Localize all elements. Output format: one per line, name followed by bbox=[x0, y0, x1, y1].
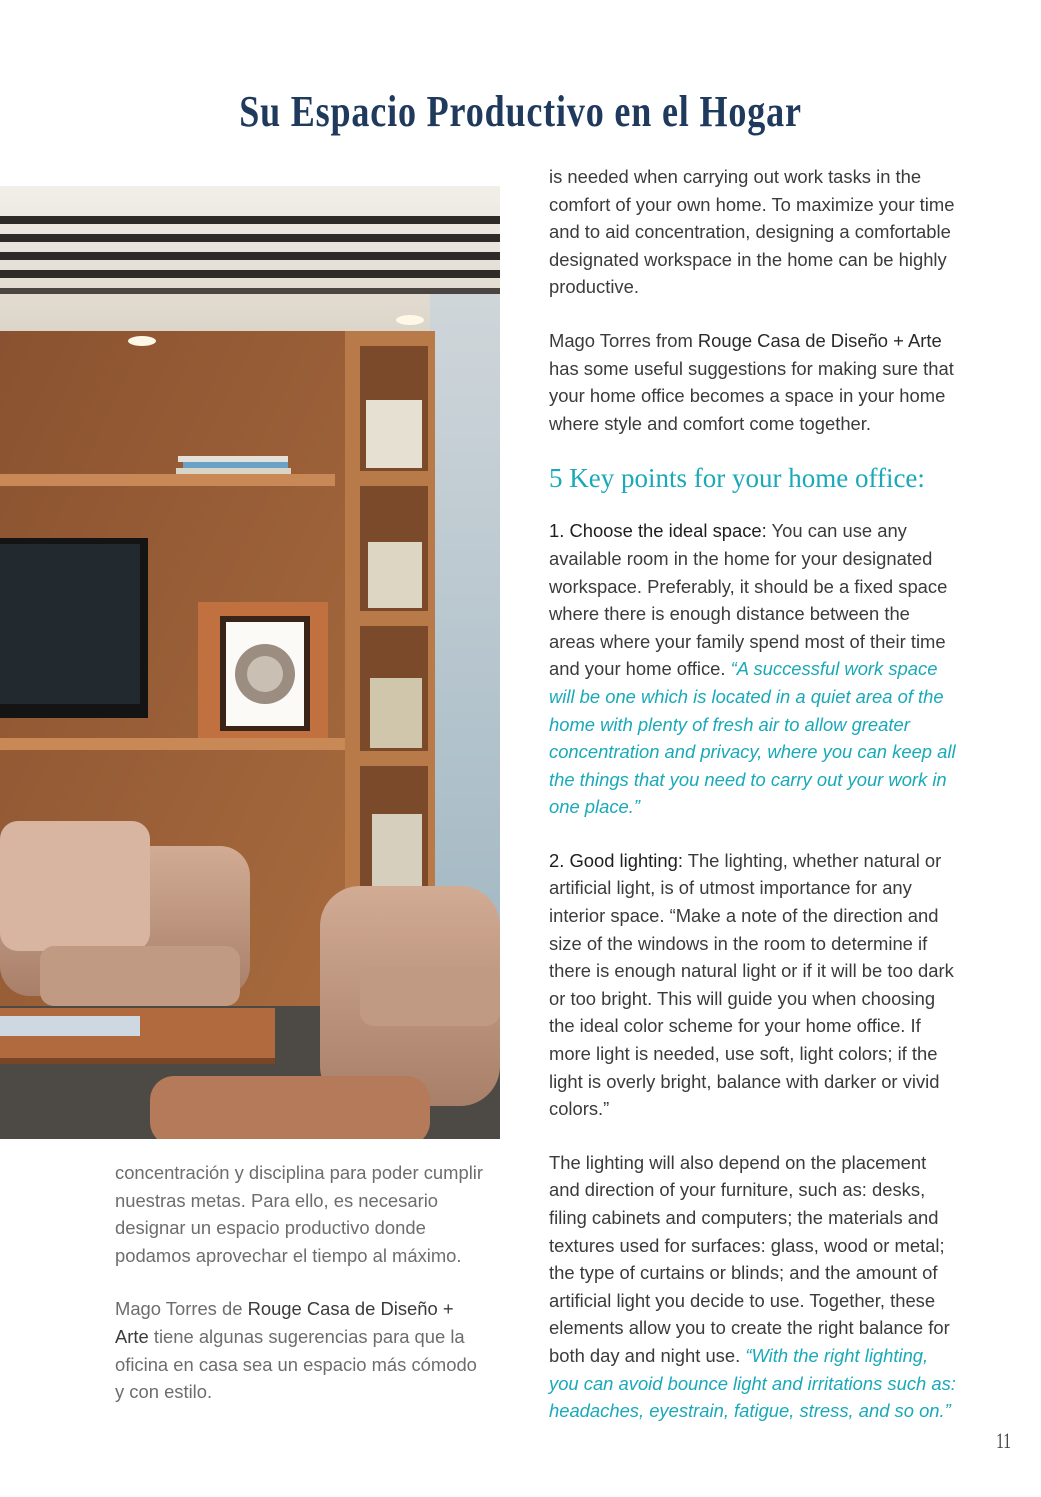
page-number: 11 bbox=[996, 1428, 1012, 1453]
lighting-text: The lighting will also depend on the placement and direction of your furniture, such as: desks, filing cabinets and computers; the materials and textures used for surfaces: glass, wood or metal; the type of curtains or blinds; and the amount of artificial light you decide to use. Together, these elements allow you to create the right balance for both day and night use. bbox=[549, 1151, 950, 1366]
key-points-heading: 5 Key points for your home office: bbox=[549, 463, 925, 494]
page-title: Su Espacio Productivo en el Hogar bbox=[239, 87, 802, 136]
lighting-quote: “With the right lighting, you can avoid bounce light and irritations such as: headaches, eyestrain, fatigue, stress, and so on.” bbox=[549, 1344, 956, 1422]
intro-text: is needed when carrying out work tasks in the comfort of your own home. To maximize your time and to aid concentration, designing a comfortable designated workspace in the home can be highly productive. bbox=[549, 166, 955, 298]
point-2-lead: 2. Good lighting: bbox=[549, 849, 683, 871]
living-room-photo bbox=[0, 186, 500, 1139]
spanish-brand-name: Rouge Casa de Diseño + Arte bbox=[115, 1298, 454, 1347]
point-1-paragraph bbox=[549, 517, 959, 821]
spanish-intro-text: concentración y disciplina para poder cumplir nuestras metas. Para ello, es necesario designar un espacio productivo donde podamos aprovechar el tiempo al máximo. bbox=[115, 1162, 484, 1266]
point-1-lead: 1. Choose the ideal space: bbox=[549, 520, 767, 542]
lighting-paragraph bbox=[549, 1149, 959, 1425]
designer-text-after: has some useful suggestions for making sure that your home office becomes a space in your home where style and comfort come together. bbox=[549, 357, 954, 434]
intro-paragraph bbox=[549, 163, 959, 301]
point-1-quote: “A successful work space will be one which is located in a quiet area of the home with plenty of fresh air to allow greater concentration and privacy, where you can keep all the things that you need to carry out your work in one place.” bbox=[549, 658, 956, 818]
designer-text-before: Mago Torres from bbox=[549, 329, 698, 351]
right-column bbox=[549, 163, 959, 1451]
photo-illustration bbox=[0, 186, 500, 1139]
spanish-designer-before: Mago Torres de bbox=[115, 1298, 248, 1320]
spanish-intro-paragraph bbox=[115, 1159, 485, 1269]
left-column bbox=[115, 1159, 485, 1432]
point-2-text: The lighting, whether natural or artificial light, is of utmost importance for any interior space. “Make a note of the direction and size of the windows in the room to determine if there is enough natural light or if it will be too dark or too bright. This will guide you when choosing the ideal color scheme for your home office. If more light is needed, use soft, light colors; if the light is overly bright, balance with darker or vivid colors.” bbox=[549, 849, 954, 1120]
point-2-paragraph bbox=[549, 847, 959, 1123]
designer-paragraph bbox=[549, 327, 959, 437]
point-1-text: You can use any available room in the home for your designated workspace. Preferably, it should be a fixed space where there is enough distance between the areas where your family spend most of their time and your home office. bbox=[549, 520, 948, 680]
brand-name: Rouge Casa de Diseño + Arte bbox=[697, 329, 942, 351]
spanish-designer-paragraph bbox=[115, 1295, 485, 1405]
spanish-designer-after: tiene algunas sugerencias para que la oficina en casa sea un espacio más cómodo y con estilo. bbox=[115, 1325, 477, 1403]
